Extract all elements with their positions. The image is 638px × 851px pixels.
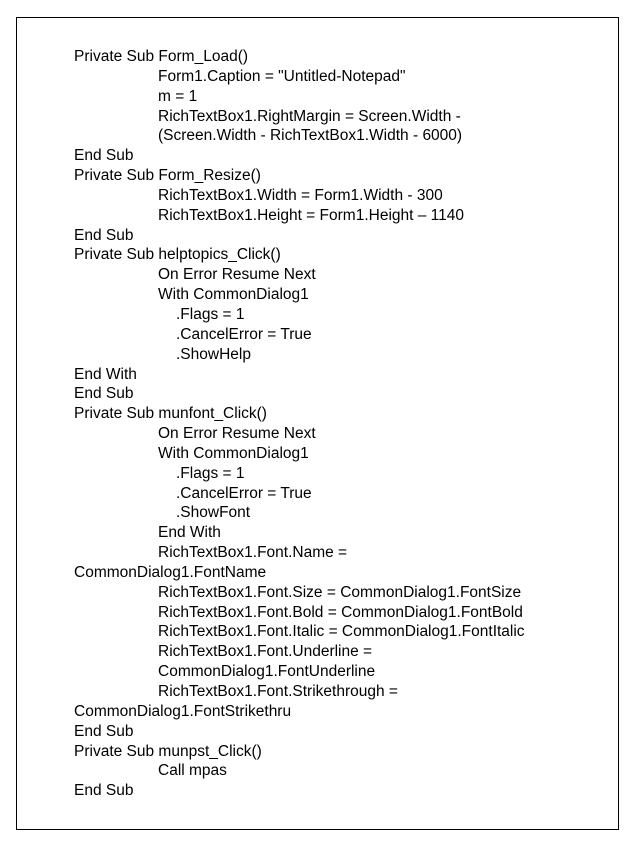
code-line: CommonDialog1.FontStrikethru <box>74 702 292 720</box>
code-line: End With <box>158 524 221 542</box>
code-line: End Sub <box>74 147 134 165</box>
code-line: End Sub <box>74 722 134 740</box>
code-line: End Sub <box>74 782 134 800</box>
code-line: RichTextBox1.Height = Form1.Height – 1140 <box>158 206 464 224</box>
code-line: Private Sub munpst_Click() <box>74 742 262 760</box>
code-line: Private Sub munfont_Click() <box>74 405 267 423</box>
code-line: With CommonDialog1 <box>158 286 309 304</box>
code-line: CommonDialog1.FontUnderline <box>158 663 376 681</box>
code-line: RichTextBox1.Font.Underline = <box>158 643 373 661</box>
code-listing <box>74 47 525 801</box>
code-line: RichTextBox1.Font.Size = CommonDialog1.FontSize <box>158 583 522 601</box>
code-line: .ShowFont <box>176 504 251 522</box>
code-line: RichTextBox1.Font.Strikethrough = <box>158 683 398 700</box>
code-line: End Sub <box>74 226 134 244</box>
code-line: Form1.Caption = "Untitled-Notepad" <box>158 67 406 85</box>
code-line: RichTextBox1.Font.Bold = CommonDialog1.FontBold <box>158 603 523 621</box>
code-line: RichTextBox1.Width = Form1.Width - 300 <box>158 186 443 204</box>
code-line: End With <box>74 365 137 383</box>
code-line: .ShowHelp <box>176 345 251 363</box>
code-line: Private Sub helptopics_Click() <box>74 246 281 264</box>
code-line: On Error Resume Next <box>158 266 316 284</box>
code-line: On Error Resume Next <box>158 425 316 443</box>
code-line: Private Sub Form_Resize() <box>74 167 261 185</box>
code-line: End Sub <box>74 385 134 403</box>
code-line: .CancelError = True <box>176 325 312 343</box>
code-line: m = 1 <box>158 87 198 105</box>
code-line: (Screen.Width - RichTextBox1.Width - 6000) <box>158 127 463 145</box>
code-line: .Flags = 1 <box>176 464 245 482</box>
code-line: Call mpas <box>158 762 227 780</box>
code-line: With CommonDialog1 <box>158 444 309 462</box>
code-line: RichTextBox1.Font.Italic = CommonDialog1.FontItalic <box>158 623 525 641</box>
code-line: .CancelError = True <box>176 484 312 502</box>
code-line: Private Sub Form_Load() <box>74 48 249 65</box>
code-line: RichTextBox1.Font.Name = <box>158 544 348 562</box>
code-line: RichTextBox1.RightMargin = Screen.Width - <box>158 107 461 125</box>
code-line: .Flags = 1 <box>176 305 245 323</box>
code-line: CommonDialog1.FontName <box>74 563 267 581</box>
